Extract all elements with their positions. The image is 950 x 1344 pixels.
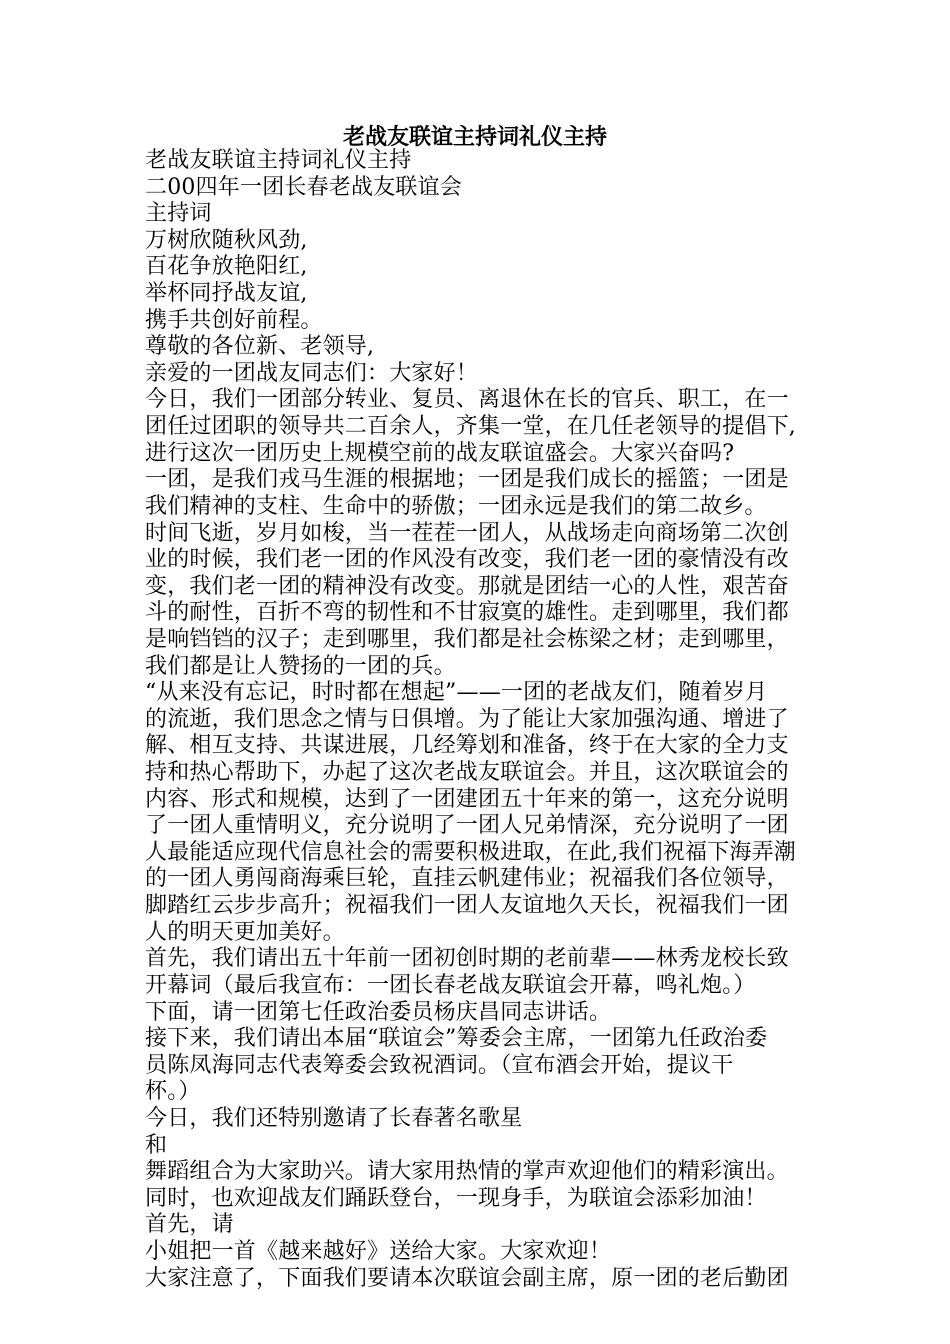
text-line: 携手共创好前程。 (145, 307, 323, 333)
text-line: 下面，请一团第七任政治委员杨庆昌同志讲话。 (145, 999, 612, 1025)
text-line: 持和热心帮助下，办起了这次老战友联谊会。并且，这次联谊会的 (145, 760, 789, 786)
text-line: 舞蹈组合为大家助兴。请大家用热情的掌声欢迎他们的精彩演出。 (145, 1159, 789, 1185)
text-line: 今日，我们一团部分转业、复员、离退休在长的官兵、职工，在一 (145, 387, 789, 413)
text-line: 接下来，我们请出本届“联谊会”筹委会主席，一团第九任政治委 (145, 1026, 768, 1052)
text-line: 的流逝，我们思念之情与日俱增。为了能让大家加强沟通、增进了 (145, 706, 789, 732)
text-line: 我们都是让人赞扬的一团的兵。 (145, 653, 456, 679)
text-line: 尊敬的各位新、老领导, (145, 334, 375, 360)
text-line: 的一团人勇闯商海乘巨轮，直挂云帆建伟业；祝福我们各位领导， (145, 866, 789, 892)
text-line: 脚踏红云步步高升；祝福我们一团人友谊地久天长，祝福我们一团 (145, 893, 789, 919)
text-line: 开幕词（最后我宣布：一团长春老战友联谊会开幕，鸣礼炮。） (145, 972, 756, 998)
text-line: 主持词 (145, 201, 212, 227)
document-body (145, 148, 825, 1292)
text-line: 小姐把一首《越来越好》送给大家。大家欢迎！ (145, 1238, 612, 1264)
text-line: 员陈凤海同志代表筹委会致祝酒词。（宣布酒会开始，提议干 (145, 1052, 734, 1078)
text-line: 今日，我们还特别邀请了长春著名歌星 (145, 1105, 523, 1131)
text-line: 和 (145, 1132, 168, 1158)
text-line: 大家注意了，下面我们要请本次联谊会副主席，原一团的老后勤团 (145, 1265, 789, 1291)
text-line: 了一团人重情明义，充分说明了一团人兄弟情深，充分说明了一团 (145, 813, 789, 839)
text-line: 首先，请 (145, 1212, 234, 1238)
text-line: 万树欣随秋风劲, (145, 227, 308, 253)
document-title: 老战友联谊主持词礼仪主持 (342, 124, 607, 150)
text-line: 内容、形式和规模，达到了一团建团五十年来的第一，这充分说明 (145, 786, 789, 812)
text-line: 时间飞逝，岁月如梭，当一茬茬一团人，从战场走向商场第二次创 (145, 520, 789, 546)
text-line: 是响铛铛的汉子；走到哪里，我们都是社会栋梁之材；走到哪里， (145, 626, 789, 652)
text-line: 同时，也欢迎战友们踊跃登台，一现身手，为联谊会添彩加油！ (145, 1185, 767, 1211)
text-line: 业的时候，我们老一团的作风没有改变，我们老一团的豪情没有改 (145, 547, 789, 573)
text-line: 解、相互支持、共谋进展，几经筹划和准备，终于在大家的全力支 (145, 733, 789, 759)
text-line: 人的明天更加美好。 (145, 919, 345, 945)
text-line: 一团，是我们戎马生涯的根据地；一团是我们成长的摇篮；一团是 (145, 467, 789, 493)
text-line: 首先，我们请出五十年前一团初创时期的老前辈——林秀龙校长致 (145, 946, 789, 972)
text-line: 老战友联谊主持词礼仪主持 (145, 148, 412, 173)
text-line: 变，我们老一团的精神没有改变。那就是团结一心的人性，艰苦奋 (145, 573, 789, 599)
text-line: 进行这次一团历史上规模空前的战友联谊盛会。大家兴奋吗? (145, 440, 735, 466)
text-line: 人最能适应现代信息社会的需要积极进取，在此,我们祝福下海弄潮 (145, 839, 796, 865)
text-line: 团任过团职的领导共二百余人，齐集一堂，在几任老领导的提倡下, (145, 414, 796, 440)
text-line: 斗的耐性，百折不弯的韧性和不甘寂寞的雄性。走到哪里，我们都 (145, 600, 789, 626)
text-line: 亲爱的一团战友同志们：大家好！ (145, 360, 479, 386)
text-line: “从来没有忘记，时时都在想起”——一团的老战友们，随着岁月 (145, 680, 768, 706)
text-line: 杯。） (145, 1079, 201, 1105)
text-line: 举杯同抒战友谊, (145, 281, 308, 307)
text-line: 百花争放艳阳红, (145, 254, 308, 280)
text-line: 二00四年一团长春老战友联谊会 (145, 174, 462, 200)
text-line: 我们精神的支柱、生命中的骄傲；一团永远是我们的第二故乡。 (145, 493, 767, 519)
